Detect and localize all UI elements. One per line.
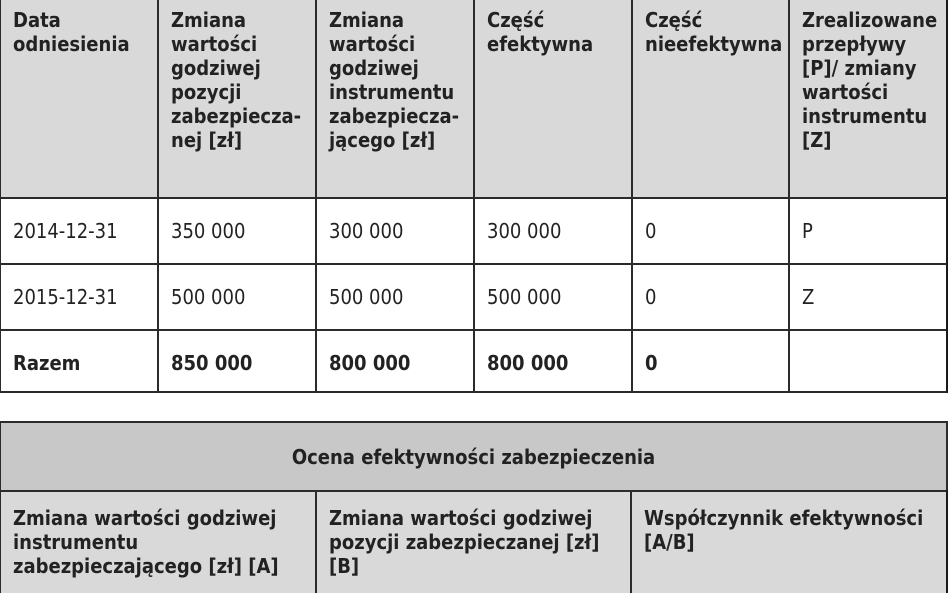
header-cell: Zmiana wartości godziwej instrumentu zabezpiecza- jącego [zł]	[316, 0, 474, 198]
table-cell: 800 000	[316, 330, 474, 392]
table-cell-date: 2015-12-31	[0, 264, 158, 330]
table-cell: 300 000	[316, 198, 474, 264]
header-cell: Zmiana wartości godziwej pozycji zabezpieczanej [zł] [B]	[316, 491, 631, 593]
table-total-row	[0, 330, 947, 392]
table-header-row	[0, 0, 947, 198]
table-cell: 0	[632, 330, 789, 392]
table-title-row	[0, 422, 947, 491]
table-cell: 0	[632, 264, 789, 330]
table-cell: 800 000	[474, 330, 632, 392]
table-title-text: Ocena efektywności zabezpieczenia	[291, 444, 656, 469]
header-cell: Zmiana wartości godziwej pozycji zabezpiecza- nej [zł]	[158, 0, 316, 198]
table-cell: 500 000	[316, 264, 474, 330]
table-cell: Z	[789, 264, 947, 330]
table-row	[0, 264, 947, 330]
table-cell: 850 000	[158, 330, 316, 392]
table-row	[0, 198, 947, 264]
table-cell: 350 000	[158, 198, 316, 264]
effectiveness-table	[0, 421, 948, 593]
table-cell: 300 000	[474, 198, 632, 264]
table-title	[0, 422, 947, 491]
table-cell-date: 2014-12-31	[0, 198, 158, 264]
table-cell: 500 000	[158, 264, 316, 330]
header-cell: Zrealizowane przepływy [P]/ zmiany wartości instrumentu [Z]	[789, 0, 947, 198]
header-cell: Część efektywna	[474, 0, 632, 198]
header-cell: Współczynnik efektywności [A/B]	[631, 491, 947, 593]
table-cell: 500 000	[474, 264, 632, 330]
table-cell-total-label: Razem	[0, 330, 158, 392]
table-cell: 0	[632, 198, 789, 264]
table-cell: P	[789, 198, 947, 264]
table-header-row	[0, 491, 947, 593]
table-cell	[789, 330, 947, 392]
header-cell: Zmiana wartości godziwej instrumentu zabezpieczającego [zł] [A]	[0, 491, 316, 593]
header-cell: Część nieefektywna	[632, 0, 789, 198]
header-cell: Data odniesienia	[0, 0, 158, 198]
